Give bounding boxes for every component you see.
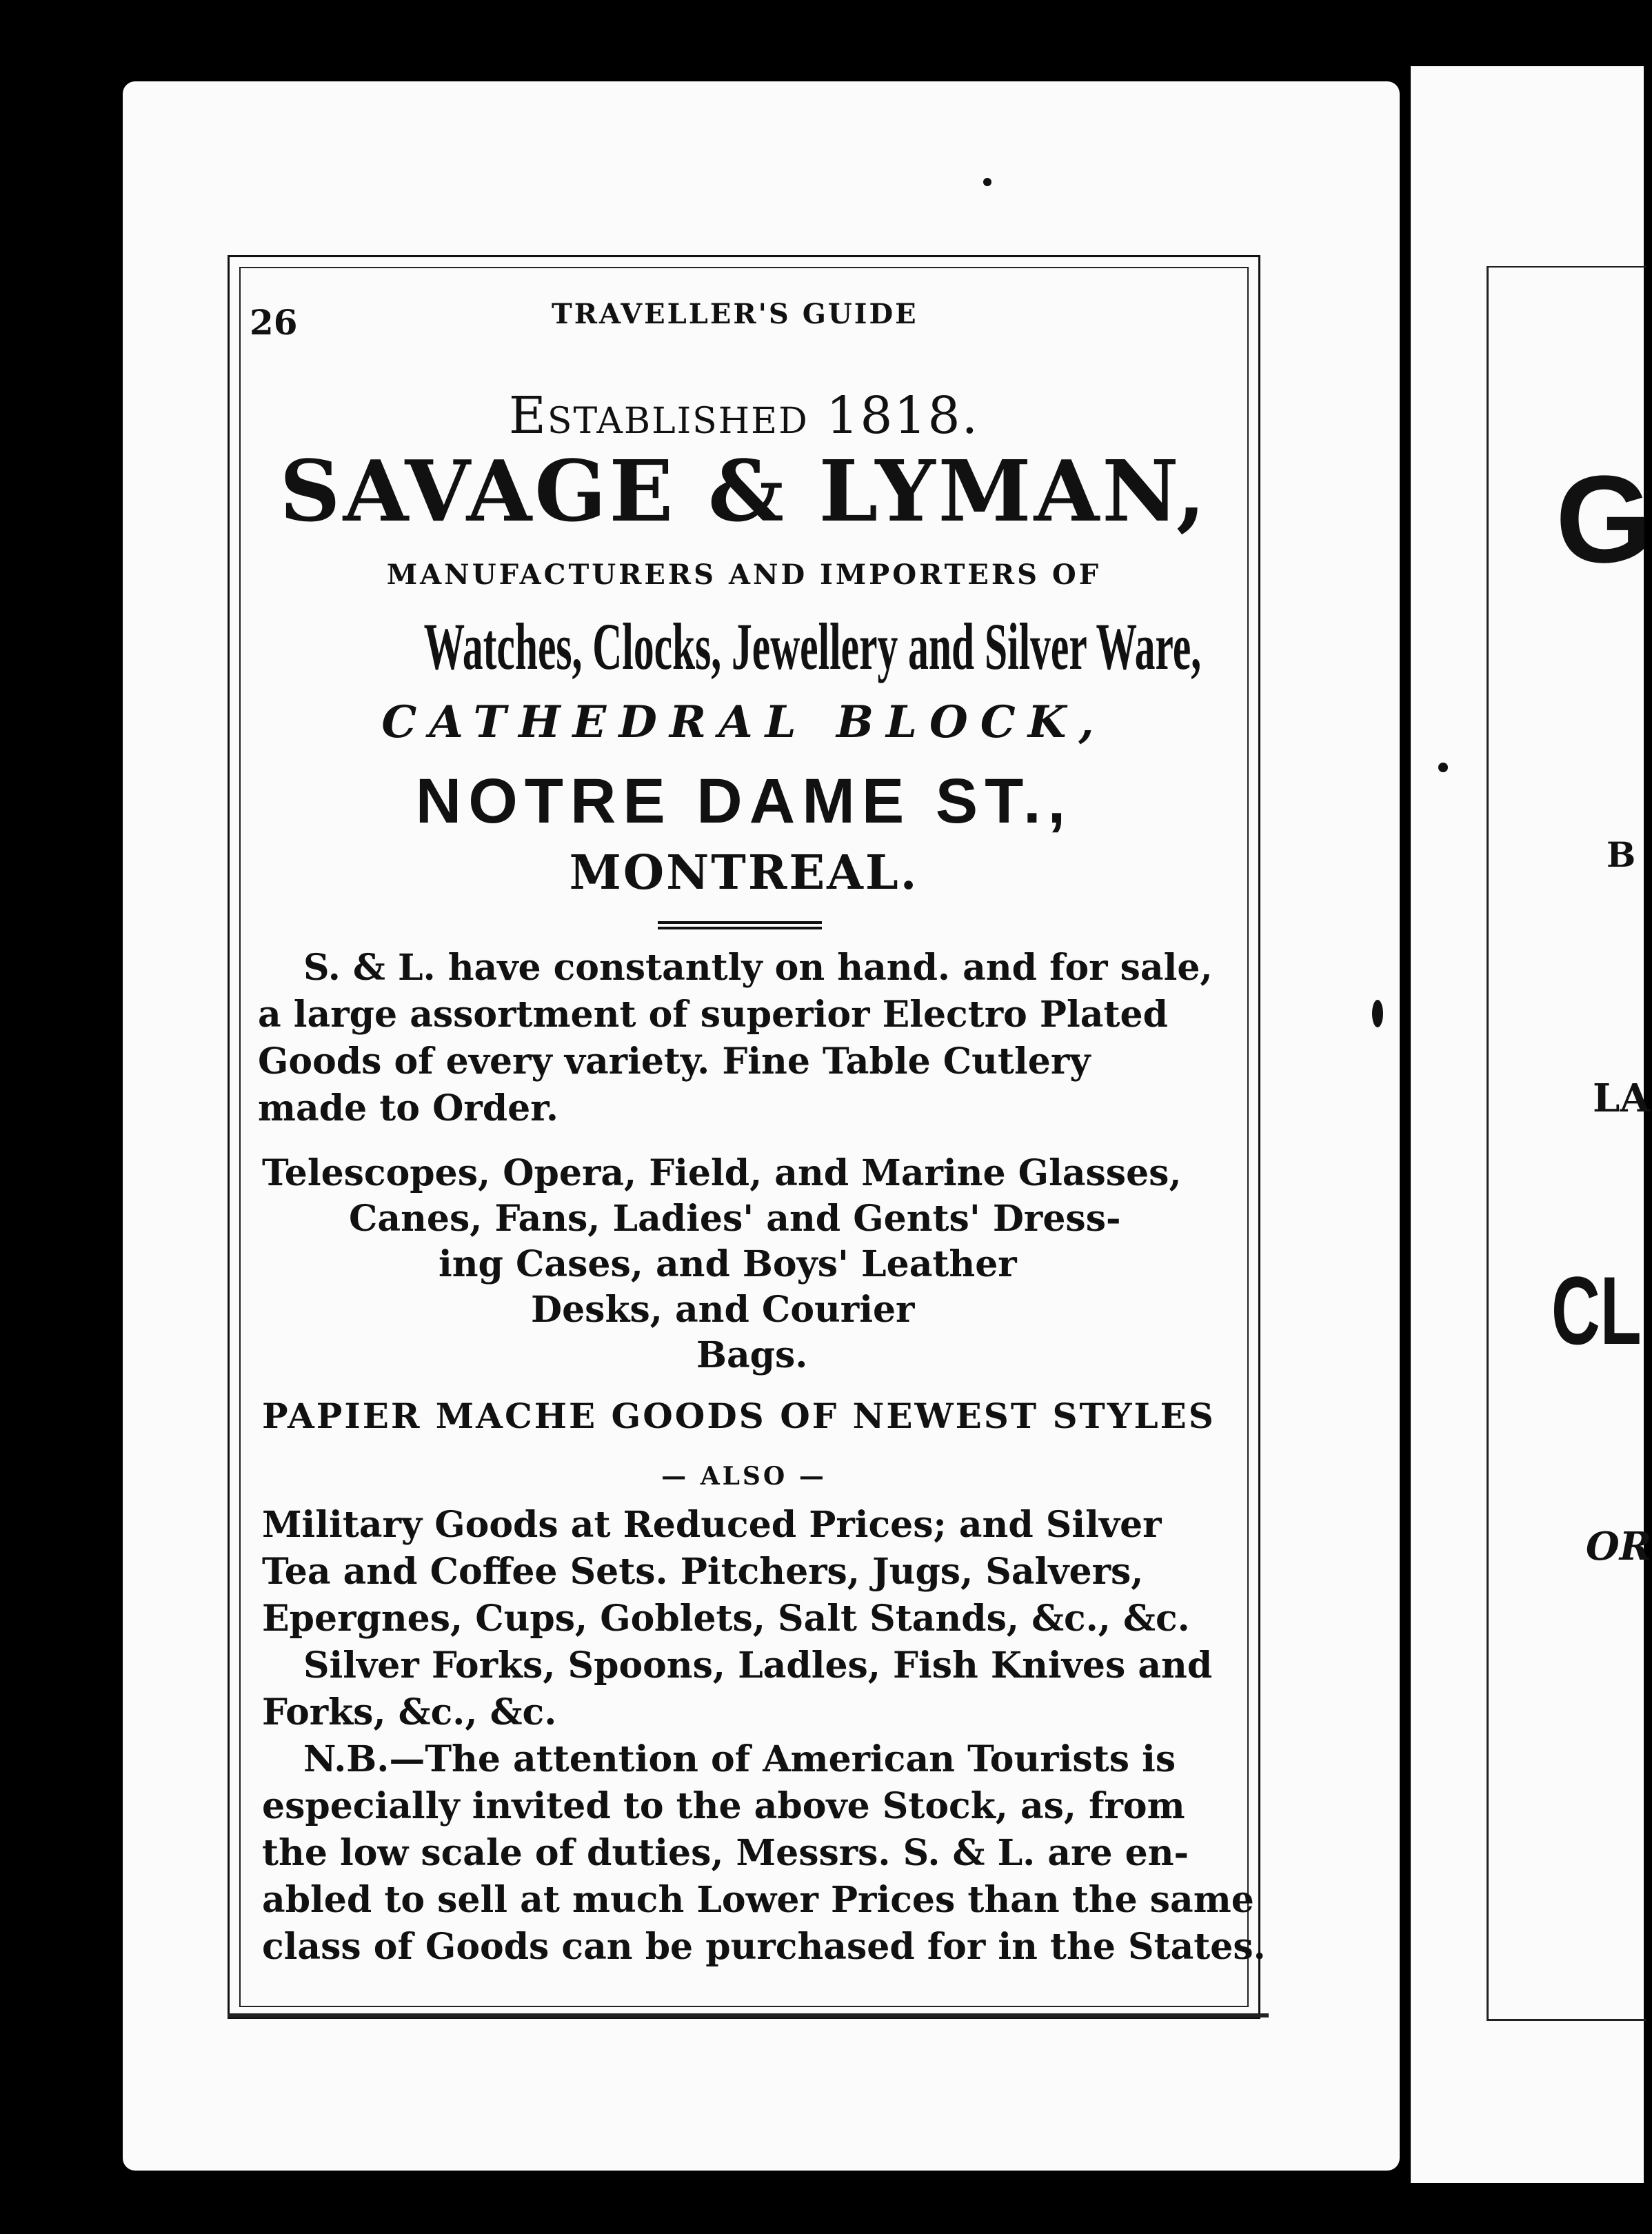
speck — [983, 178, 991, 186]
also-line: — ALSO — — [661, 1462, 827, 1491]
facing-fragment-1: G — [1555, 450, 1652, 589]
page-number: 26 — [250, 302, 298, 343]
city-line: MONTREAL. — [569, 845, 919, 900]
para3-line3: Epergnes, Cups, Goblets, Salt Stands, &c., &c. — [262, 1598, 1190, 1640]
facing-fragment-2: B — [1606, 834, 1636, 875]
papier-mache-line: PAPIER MACHE GOODS OF NEWEST STYLES — [262, 1396, 1216, 1436]
wares-line: Watches, Clocks, Jewellery and Silver Ware, — [423, 610, 1202, 683]
para1-line2: a large assortment of superior Electro Plated — [258, 994, 1168, 1036]
para1-line1: S. & L. have constantly on hand. and for sale, — [303, 947, 1213, 989]
para2-line5: Bags. — [696, 1334, 808, 1376]
para5-line2: especially invited to the above Stock, as, from — [262, 1785, 1185, 1827]
para2-line3: ing Cases, and Boys' Leather — [439, 1243, 1017, 1285]
street-line: NOTRE DAME ST., — [415, 766, 1073, 836]
para5-line3: the low scale of duties, Messrs. S. & L. are en- — [262, 1832, 1189, 1874]
speck — [1372, 1000, 1383, 1027]
running-title: TRAVELLER'S GUIDE — [552, 298, 918, 330]
double-rule — [658, 921, 822, 929]
para2-line4: Desks, and Courier — [531, 1289, 915, 1331]
wares-line-wrap — [228, 608, 1260, 685]
facing-fragment-3: LA — [1593, 1076, 1650, 1121]
para5-line1: N.B.—The attention of American Tourists is — [303, 1738, 1176, 1780]
para3-line2: Tea and Coffee Sets. Pitchers, Jugs, Salvers, — [262, 1551, 1144, 1593]
firm-name: SAVAGE & LYMAN, — [279, 441, 1209, 541]
para1-line4: made to Order. — [258, 1087, 558, 1129]
building-line: CATHEDRAL BLOCK, — [381, 696, 1107, 748]
speck — [1438, 763, 1448, 772]
bottom-rule — [228, 2013, 1269, 2017]
para1-line3: Goods of every variety. Fine Table Cutlery — [258, 1040, 1091, 1083]
para5-line4: abled to sell at much Lower Prices than the same — [262, 1879, 1254, 1921]
para4-line2: Forks, &c., &c. — [262, 1691, 557, 1733]
established-line: Established 1818. — [508, 386, 980, 445]
para5-line5: class of Goods can be purchased for in the States. — [262, 1926, 1266, 1968]
facing-fragment-4: CL — [1551, 1256, 1642, 1365]
facing-fragment-5: OR — [1586, 1524, 1652, 1569]
para2-line1: Telescopes, Opera, Field, and Marine Glasses, — [262, 1152, 1182, 1194]
para2-line2: Canes, Fans, Ladies' and Gents' Dress- — [349, 1198, 1121, 1240]
descriptor-line: MANUFACTURERS AND IMPORTERS OF — [386, 558, 1102, 591]
para3-line1: Military Goods at Reduced Prices; and Silver — [262, 1504, 1162, 1546]
para4-line1: Silver Forks, Spoons, Ladles, Fish Knives and — [303, 1644, 1213, 1687]
